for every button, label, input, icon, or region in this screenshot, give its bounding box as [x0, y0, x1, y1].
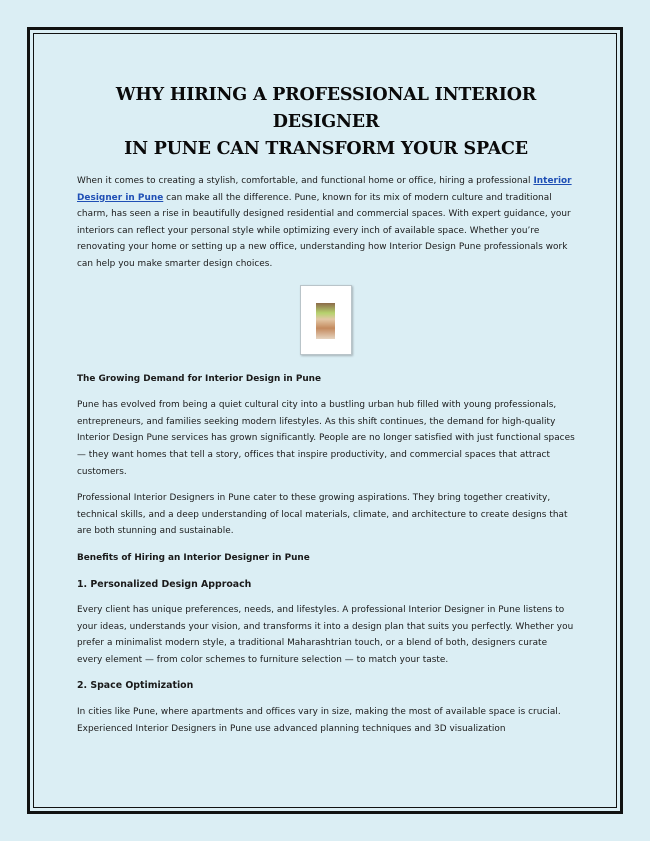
benefit-1-heading: 1. Personalized Design Approach: [77, 578, 252, 590]
intro-text-before: When it comes to creating a stylish, comfortable, and functional home or office, hiring a professional: [77, 176, 534, 186]
demand-paragraph-2: Professional Interior Designers in Pune cater to these growing aspirations. They bring together creativity, technical skills, and a deep understanding of local materials, climate, and architecture to create designs that are both stunning and sustainable.: [77, 493, 568, 537]
interior-designer-link[interactable]: Interior Designer in Pune: [77, 176, 572, 203]
benefit-1-text: Every client has unique preferences, needs, and lifestyles. A professional Interior Designer in Pune listens to your ideas, understands your vision, and transforms it into a design plan that suits you perfectly. Whether you prefer a minimalist modern style, a traditional Maharashtrian touch, or a blend of both, designers curate every element — from color schemes to furniture selection — to match your taste.: [77, 605, 574, 665]
benefit-2-text: In cities like Pune, where apartments and offices vary in size, making the most of available space is crucial. Experienced Interior Designers in Pune use advanced planning techniques and 3D visualization: [77, 707, 561, 734]
demand-paragraph-1: Pune has evolved from being a quiet cultural city into a bustling urban hub filled with young professionals, entrepreneurs, and families seeking modern lifestyles. As this shift continues, the demand for high-quality Interior Design Pune services has grown significantly. People are no longer satisfied with just functional spaces — they want homes that tell a story, offices that inspire productivity, and commercial spaces that attract customers.: [77, 400, 575, 477]
title-line-1: WHY HIRING A PROFESSIONAL INTERIOR DESIGNER: [115, 85, 537, 132]
interior-photo-thumbnail[interactable]: [300, 285, 352, 355]
image-container: [77, 285, 575, 355]
section-heading-benefits: Benefits of Hiring an Interior Designer in Pune: [77, 552, 310, 563]
section-heading-demand: The Growing Demand for Interior Design in Pune: [77, 373, 321, 384]
benefit-2-heading: 2. Space Optimization: [77, 680, 194, 692]
intro-paragraph: [77, 173, 575, 273]
intro-text-after: can make all the difference. Pune, known for its mix of modern culture and traditional charm, has seen a rise in beautifully designed residential and commercial spaces. With expert guidance, your interiors can reflect your personal style while optimizing every inch of available space. Whether you’re renovating your home or setting up a new office, understanding how Interior Design Pune professionals work can help you make smarter design choices.: [77, 192, 571, 269]
title-line-2: IN PUNE CAN TRANSFORM YOUR SPACE: [124, 139, 528, 159]
document-body: [77, 82, 575, 747]
interior-photo: [316, 303, 335, 339]
document-title: [77, 82, 575, 163]
